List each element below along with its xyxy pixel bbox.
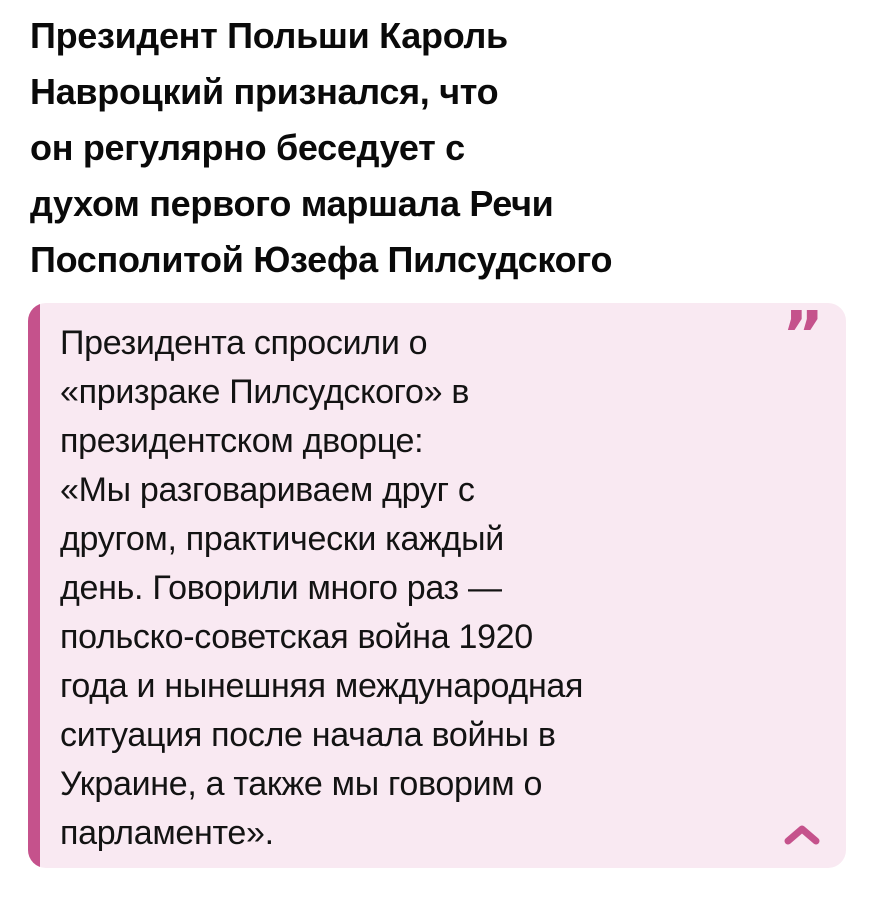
chevron-up-icon bbox=[783, 823, 821, 847]
quote-line: президентском дворце: bbox=[60, 422, 424, 460]
headline-line: он регулярно беседует с bbox=[30, 127, 465, 168]
quote-line: день. Говорили много раз — bbox=[60, 569, 502, 607]
headline-line: Навроцкий признался, что bbox=[30, 71, 499, 112]
quote-line: ситуация после начала войны в bbox=[60, 716, 556, 754]
headline-line: Посполитой Юзефа Пилсудского bbox=[30, 239, 613, 280]
quote-line: другом, практически каждый bbox=[60, 520, 504, 558]
headline-line: Президент Польши Кароль bbox=[30, 15, 508, 56]
quote-line: «Мы разговариваем друг с bbox=[60, 471, 475, 509]
collapse-quote-button[interactable] bbox=[782, 822, 822, 848]
article-page bbox=[0, 8, 873, 897]
quote-line: парламенте». bbox=[60, 814, 274, 852]
quote-line: Президента спросили о bbox=[60, 324, 428, 362]
quote-card bbox=[28, 303, 846, 868]
quote-line: «призраке Пилсудского» в bbox=[60, 373, 470, 411]
quote-line: Украине, а также мы говорим о bbox=[60, 765, 543, 803]
quote-mark-icon: ” bbox=[781, 303, 824, 373]
quote-line: года и нынешняя международная bbox=[60, 667, 584, 705]
quote-line: польско-советская война 1920 bbox=[60, 618, 533, 656]
quote-accent-bar bbox=[28, 303, 40, 868]
quote-text bbox=[60, 319, 736, 858]
headline-line: духом первого маршала Речи bbox=[30, 183, 554, 224]
headline bbox=[30, 8, 845, 288]
